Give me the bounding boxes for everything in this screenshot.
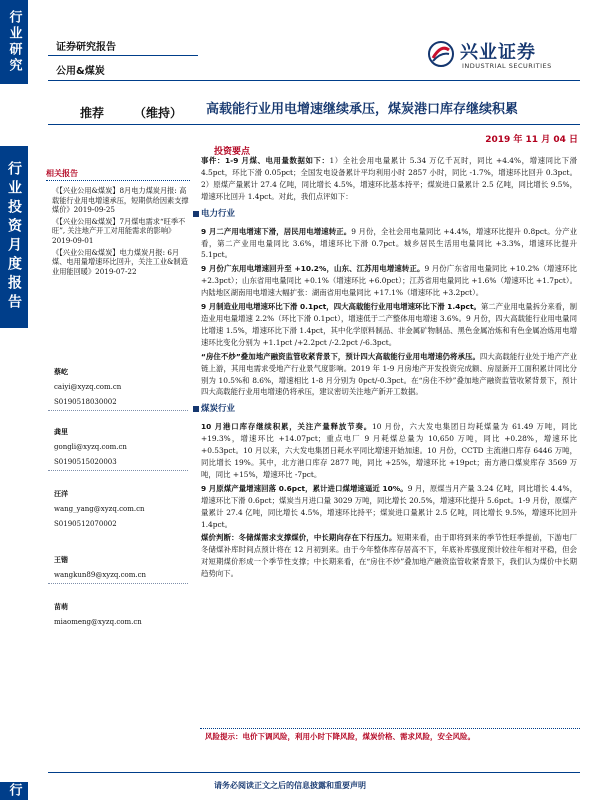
paragraph-text: 短期来看，由于即将到来的季节性旺季提前，下游电厂冬储煤补库时间点预计将在 12 月初到来。由于今年整体库存居高不下，年底补库强度预计较往年相对平稳，但会对短期煤价形成一个季节性支撑；中长期来看，在“房住不炒”叠加地产融资监管收紧背景下，我们认为煤价中长期趋势向下。 [201,533,577,579]
section-heading-coal: 煤炭行业 [201,404,577,417]
page-title: 高载能行业用电增速继续承压，煤炭港口库存继续积累 [206,102,519,117]
analyst-card [54,600,142,630]
side-band-report-type: 行业投资月度报告 [0,146,28,328]
analyst-id: S0190518030002 [54,398,117,406]
risk-warning: 风险提示：电价下调风险，利用小时下降风险，煤炭价格、需求风险，安全风险。 [205,732,475,741]
logo-subtitle: INDUSTRIAL SECURITIES [462,62,552,70]
event-lead: 事件：1-9 月煤、电用量数据如下： [201,156,330,165]
analyst-name: 苗萌 [54,603,68,611]
logo-mark-icon [427,40,455,68]
analyst-divider [48,583,188,584]
main-content [201,155,577,582]
power-paragraph [201,351,577,399]
event-paragraph [201,155,577,203]
logo-name: 兴业证券 [460,42,536,63]
header-rule-short [48,55,198,56]
related-reports-list [52,186,190,278]
analyst-name: 龚里 [54,428,68,436]
paragraph-lead: 煤价判断：冬储煤需求支撑煤价，中长期向存在下行压力。 [201,533,397,543]
analyst-name: 汪洋 [54,490,68,498]
rating-status: （维持） [134,106,183,120]
analyst-email: caiyi@xyzq.com.cn [54,383,122,391]
title-rule [48,124,580,125]
analyst-card [54,365,188,411]
company-logo [427,40,577,74]
power-paragraph [201,226,577,262]
analyst-card [54,425,188,471]
section-square-icon [193,211,199,217]
footer-disclaimer: 请务必阅读正文之后的信息披露和重要声明 [214,781,366,790]
sector-label: 公用&煤炭 [56,66,105,77]
paragraph-lead: 9 月份广东用电增速回升至 +10.2%，山东、江苏用电增速转正。 [201,264,425,274]
footer-rule [48,772,580,773]
paragraph-lead: 9 月原煤产量增速回落 0.6pct，累计进口煤增速逼近 10%。 [201,483,408,493]
coal-paragraph [201,532,577,580]
risk-rule [200,728,580,729]
analyst-email: wang_yang@xyzq.com.cn [54,505,145,513]
paragraph-text: 9 月份，全社会用电量同比 +4.4%，增速环比提升 0.8pct。分产业看，第二产业用电量同比 3.6%，增速环比下滑 0.7pct。城乡居民生活用电量同比 +3.3%，增速环比提升 5.1pct。 [201,226,577,260]
section-heading-power: 电力行业 [201,209,577,222]
event-text: 1）全社会用电量累计 5.34 万亿千瓦时，同比 +4.4%，增速同比下滑 4.5pct，环比下滑 0.05pct；全国发电设备累计平均利用小时 2857 小时，同比 -1.7%，增速环比回升 0.3pct。2）原煤产量累计 27.4 亿吨，同比增长 4.5%，增速环比基本持平；煤炭进口量累计 2.5 亿吨，同比增长 9.5%，增速环比回升 1.4pct。对此，我们点评如下： [201,156,577,201]
paragraph-text: 第二产业用电量拆分来看，制造业用电量增速 2.2%（环比下滑 0.1pct），增速低于二产整体用电增速 3.6%。9 月份，四大高载能行业用电量同比增速 1.5%，增速环比下滑 1.4pct，其中化学原料制品、非金属矿物制品、黑色金属冶炼和有色金属冶炼用电增速环比变化分别为 +1.1pct /+2.2pct /-2.2pct /-6.3pct。 [201,302,577,347]
related-report-item: 《【兴业公用&煤炭】7月煤电需求“旺季不旺”, 关注地产开工对用能需求的影响》2019-09-01 [52,216,186,245]
related-report-item: 《【兴业公用&煤炭】电力煤炭月报: 6月煤、电用量增速环比回升，关注工业&制造业用能回暖》2019-07-22 [52,247,188,276]
paragraph-lead: 10 月港口库存继续积累，关注产量释放节奏。 [201,422,373,432]
side-band-industry-research: 行业研究 [0,0,28,84]
analyst-name: 王锴 [54,556,68,564]
side-band-footer: 行 [0,782,28,800]
power-paragraph [201,263,577,299]
analyst-divider [48,470,188,471]
analyst-name: 蔡屹 [54,368,68,376]
analyst-id: S0190515020003 [54,458,117,466]
related-rule [46,180,190,181]
analyst-email: miaomeng@xyzq.com.cn [54,618,142,626]
related-reports-heading: 相关报告 [46,169,78,178]
analyst-email: gongli@xyzq.com.cn [54,443,127,451]
paragraph-text: 四大高载能行业处于地产产业链上游，其用电需求受地产行业景气度影响。2019 年 1-9 月房地产开发投资完成额、房屋新开工面积累计同比分别为 10.5%和 8.6%，增速相比 1-8 月分别为 0pct/-0.3pct。在“房住不炒”叠加地产融资监管收紧背景下，预计四大高载能行业用电增速仍将承压，建议密切关注地产新开工数据。 [201,351,577,397]
paragraph-lead: 9 月制造业用电增速环比下滑 0.1pct，四大高载能行业用电增速环比下滑 1.4pct。 [201,302,481,312]
rating-label: 推荐 [80,106,105,120]
analyst-card [54,487,145,532]
analyst-email: wangkun89@xyzq.com.cn [54,571,147,579]
analyst-card [54,553,188,584]
section-square-icon [193,406,199,412]
paragraph-text: 10 月份，六大发电集团日均耗煤量为 61.49 万吨，同比 +19.3%，增速环比 +14.07pct；重点电厂 9 月耗煤总量为 10,650 万吨，同比 +0.28%，增速环比 +0.53pct。10 月以来，六大发电集团日耗水平同比增速开始加速。10 月份，CCTD 主流港口库存 6446 万吨，同比增长 19%。其中，北方港口库存 2877 吨，同比 +25%，增速环比 +19pct；南方港口煤炭库存 3569 万吨，同比 +15%，增速环比 -7pct。 [201,422,577,479]
analyst-id: S0190512070002 [54,520,117,528]
paragraph-text: 9 月，原煤当月产量 3.24 亿吨，同比增长 4.4%，增速环比下滑 0.6pct；煤炭当月进口量 3029 万吨，同比增长 20.5%，增速环比提升 5.6pct。1-9 月份，原煤产量累计 27.4 亿吨，同比增长 4.5%，增速环比持平；煤炭进口量累计 2.5 亿吨，同比增长 9.5%，增速环比回升 1.4pct。 [201,483,577,529]
related-report-item: 《【兴业公用&煤炭】8月电力煤炭月报: 高载能行业用电增速承压，短期供给因素支撑煤价》2019-09-25 [52,186,189,215]
paragraph-lead: “房住不炒”叠加地产融资监管收紧背景下，预计四大高载能行业用电增速仍将承压。 [201,351,480,361]
coal-paragraph [201,421,577,481]
report-type-label: 证券研究报告 [56,42,116,53]
paragraph-lead: 9 月二产用电增速下滑，居民用电增速转正。 [201,226,352,236]
summary-heading: 投资要点 [214,147,251,157]
coal-paragraph [201,483,577,531]
analyst-divider [48,410,188,411]
power-paragraph [201,301,577,349]
header-rule-long [48,80,580,81]
paragraph-text: 9 月份广东省用电量同比 +10.2%（增速环比 +2.3pct）；山东省用电量同比 +0.1%（增速环比 +6.0pct）；江苏省用电量同比 +1.6%（增速环比 +1.7pct）。内陆地区湖南用电增速大幅扩张：湖南省用电量同比 +17.1%（增速环比 +3.2pct）。 [201,264,577,298]
report-date: 2019 年 11 月 04 日 [485,135,578,145]
